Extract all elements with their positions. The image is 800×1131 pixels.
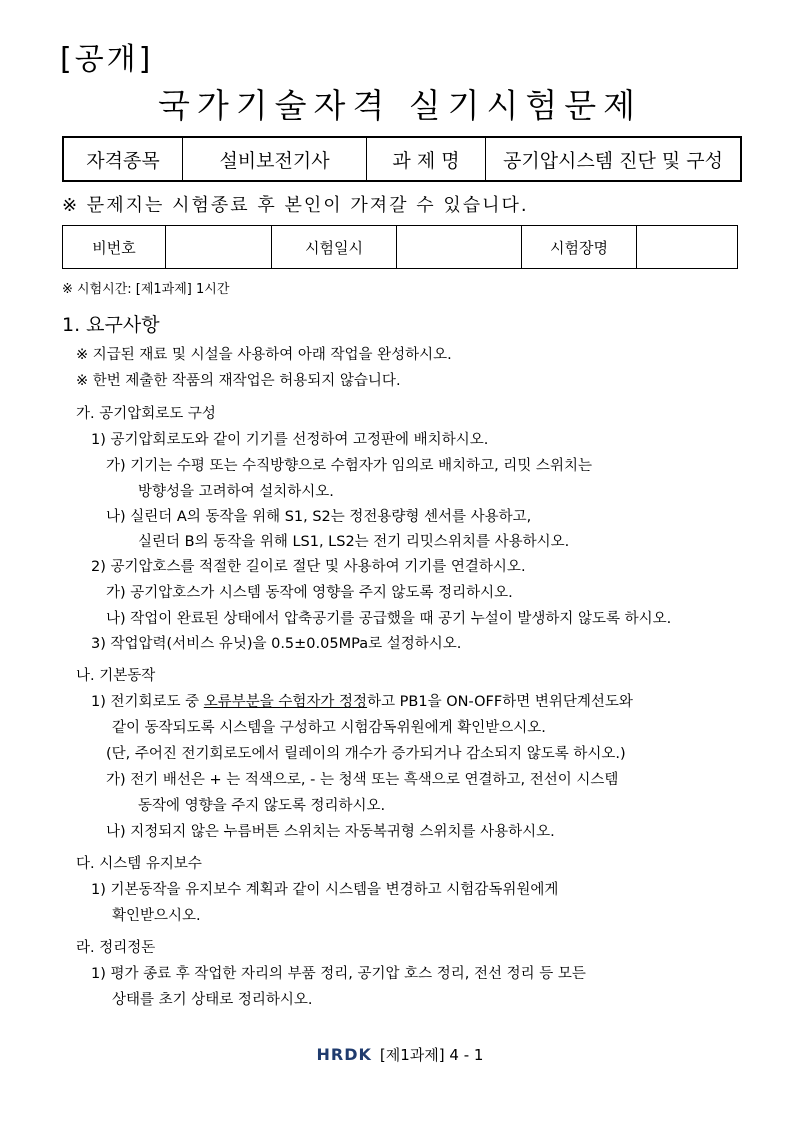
place-label: 시험장명 [522,226,637,269]
field-value: 설비보전기사 [183,137,367,181]
task-label: 과 제 명 [367,137,486,181]
place-value [637,226,738,269]
na-item-1-post: 하고 PB1을 ON-OFF하면 변위단계선도와 [367,694,633,710]
na-item-1-ga-line2: 동작에 영향을 주지 않도록 정리하시오. [138,798,386,814]
ga-item-3: 3) 작업압력(서비스 유닛)을 0.5±0.05MPa로 설정하시오. [91,636,462,652]
ra-item-1-line2: 상태를 초기 상태로 정리하시오. [112,992,313,1008]
subsection-ga-title: 가. 공기압회로도 구성 [76,406,216,422]
task-value: 공기압시스템 진단 및 구성 [486,137,742,181]
na-item-1-underlined: 오류부분을 수험자가 정정 [203,694,368,710]
ga-item-2-na: 나) 작업이 완료된 상태에서 압축공기를 공급했을 때 공기 누설이 발생하지 않도록 하시오. [106,611,672,627]
na-item-1-line2: 같이 동작되도록 시스템을 구성하고 시험감독위원에게 확인받으시오. [112,720,546,736]
qualification-table [62,136,742,182]
na-item-1-line3: (단, 주어진 전기회로도에서 릴레이의 개수가 증가되거나 감소되지 않도록 하시오.) [106,746,626,762]
exam-info-table [62,225,738,269]
ga-item-1: 1) 공기압회로도와 같이 기기를 선정하여 고정판에 배치하시오. [91,432,489,448]
note-2: ※ 한번 제출한 작품의 재작업은 허용되지 않습니다. [76,373,401,389]
ga-item-2-ga: 가) 공기압호스가 시스템 동작에 영향을 주지 않도록 정리하시오. [106,585,513,601]
notice-text: ※ 문제지는 시험종료 후 본인이 가져갈 수 있습니다. [62,195,529,216]
exam-time: ※ 시험시간: [제1과제] 1시간 [62,282,230,297]
page-number: [제1과제] 4 - 1 [379,1046,484,1064]
note-1: ※ 지급된 재료 및 시설을 사용하여 아래 작업을 완성하시오. [76,347,452,363]
public-tag: [공개] [60,42,154,77]
na-item-1-pre: 1) 전기회로도 중 [91,694,204,710]
da-item-1-line2: 확인받으시오. [112,908,201,924]
number-value [166,226,272,269]
ra-item-1-line1: 1) 평가 종료 후 작업한 자리의 부품 정리, 공기압 호스 정리, 전선 정리 등 모든 [91,966,586,982]
na-item-1-line1 [91,690,633,711]
subsection-ra-title: 라. 정리정돈 [76,940,156,956]
page-title: 국가기술자격 실기시험문제 [157,86,643,125]
na-item-1-na: 나) 지정되지 않은 누름버튼 스위치는 자동복귀형 스위치를 사용하시오. [106,824,555,840]
date-value [397,226,522,269]
ga-item-1-na-line2: 실린더 B의 동작을 위해 LS1, LS2는 전기 리밋스위치를 사용하시오. [138,534,570,550]
section-title: 1. 요구사항 [62,314,160,336]
field-label: 자격종목 [63,137,183,181]
number-label: 비번호 [63,226,166,269]
hrdk-logo: HRDK [316,1045,372,1064]
ga-item-1-ga-line1: 가) 기기는 수평 또는 수직방향으로 수험자가 임의로 배치하고, 리밋 스위치는 [106,458,592,474]
ga-item-2: 2) 공기압호스를 적절한 길이로 절단 및 사용하여 기기를 연결하시오. [91,559,526,575]
ga-item-1-ga-line2: 방향성을 고려하여 설치하시오. [138,484,334,500]
subsection-na-title: 나. 기본동작 [76,668,156,684]
page-footer [0,1044,800,1065]
na-item-1-ga-line1: 가) 전기 배선은 + 는 적색으로, - 는 청색 또는 흑색으로 연결하고, 전선이 시스템 [106,772,619,788]
da-item-1-line1: 1) 기본동작을 유지보수 계획과 같이 시스템을 변경하고 시험감독위원에게 [91,882,559,898]
date-label: 시험일시 [272,226,397,269]
ga-item-1-na-line1: 나) 실린더 A의 동작을 위해 S1, S2는 정전용량형 센서를 사용하고, [106,509,532,525]
subsection-da-title: 다. 시스템 유지보수 [76,856,202,872]
